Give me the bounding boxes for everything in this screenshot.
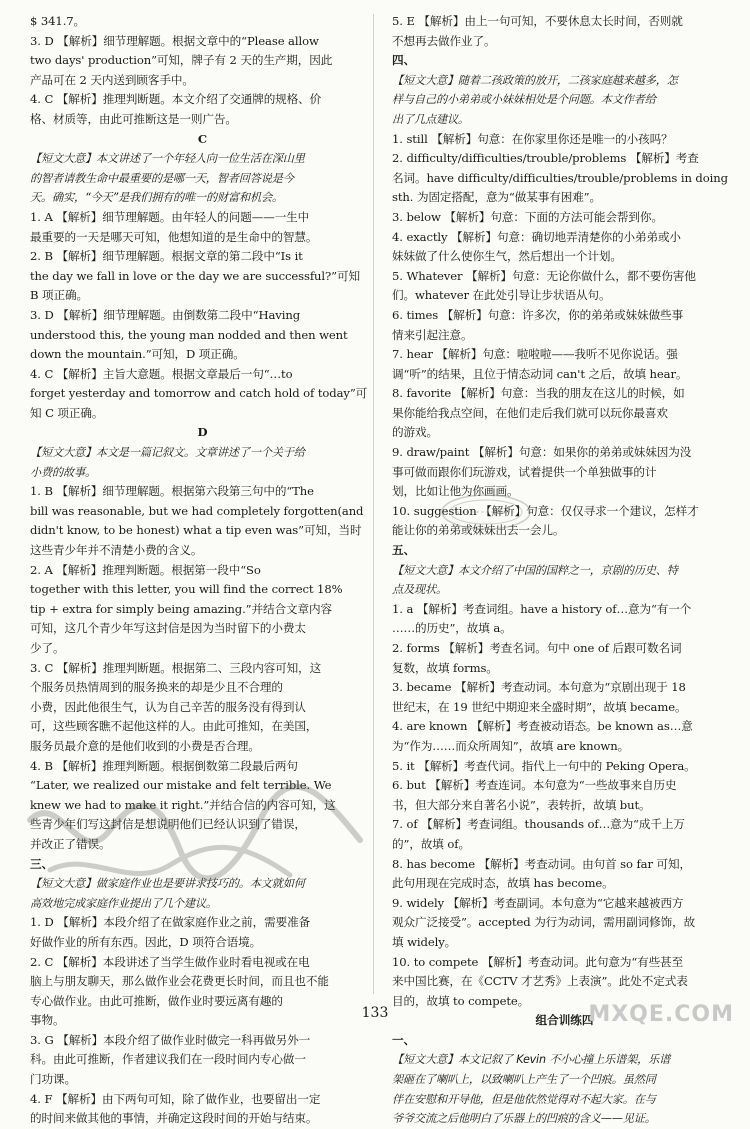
answer-line: 们。whatever 在此处引导让步状语从句。 bbox=[392, 288, 611, 303]
answer-line: 6. but 【解析】考查连词。本句意为“一些故事来自历史 bbox=[392, 778, 677, 793]
summary-line: 高效地完成家庭作业提出了几个建议。 bbox=[30, 896, 217, 910]
answer-line: 目的，故填 to compete。 bbox=[392, 993, 530, 1008]
answer-line: the day we fall in love or the day we are successful?”可知 bbox=[30, 268, 360, 283]
answer-line: B 项正确。 bbox=[30, 288, 88, 303]
answer-line: 这些青少年并不清楚小费的含义。 bbox=[30, 543, 203, 558]
answer-line: 可知，这几个青少年写这封信是因为当时留下的小费太 bbox=[30, 621, 306, 636]
answer-line: knew we had to make it right.”并结合信的内容可知，这 bbox=[30, 797, 336, 812]
answer-line: 2. difficulty/difficulties/trouble/problems 【解析】考查 bbox=[392, 151, 699, 166]
summary-line: 【短文大意】本文讲述了一个年轻人向一位生活在深山里 bbox=[30, 152, 305, 166]
answer-line: 5. E 【解析】由上一句可知，不要休息太长时间，否则就 bbox=[392, 14, 683, 28]
answer-line: understood this, the young man nodded and then went bbox=[30, 327, 348, 342]
summary-line: 【短文大意】本文记叙了 Kevin 不小心撞上乐谱架，乐谱 bbox=[392, 1053, 671, 1067]
answer-line: 为“作为……而众所周知”，故填 are known。 bbox=[392, 738, 630, 753]
answer-line: 1. B 【解析】细节理解题。根据第六段第三句中的“The bbox=[30, 484, 314, 499]
section-heading: 组合训练四 bbox=[535, 1013, 594, 1028]
answer-line: 2. C 【解析】本段讲述了当学生做作业时看电视或在电 bbox=[30, 954, 310, 969]
answer-line: 调“听”的结果，且位于情态动词 can't 之后，故填 hear。 bbox=[392, 366, 688, 381]
answer-line: forget yesterday and tomorrow and catch hold of today”可 bbox=[30, 386, 368, 401]
answer-line: 最重要的一天是哪天可知，他想知道的是生命中的智慧。 bbox=[30, 229, 318, 244]
answer-line: 10. suggestion 【解析】句意：仅仅寻求一个建议，怎样才 bbox=[392, 503, 699, 518]
answer-line: bill was reasonable, but we had completely forgotten(and bbox=[30, 503, 364, 518]
answer-line: 3. C 【解析】推理判断题。根据第二、三段内容可知，这 bbox=[30, 660, 322, 675]
answer-line: together with this letter, you will find the correct 18% bbox=[30, 582, 343, 597]
summary-line: 架砸在了喇叭上，以致喇叭上产生了一个凹痕。虽然同 bbox=[392, 1073, 656, 1087]
answer-line: 好做作业的所有东西。因此，D 项符合语境。 bbox=[30, 934, 262, 949]
answer-line: 并改正了错误。 bbox=[30, 836, 111, 851]
part-heading: 四、 bbox=[392, 53, 416, 68]
answer-line: 科。由此可推断，作者建议我们在一段时间内专心做一 bbox=[30, 1052, 306, 1067]
answer-line: 4. exactly 【解析】句意：确切地弄清楚你的小弟弟或小 bbox=[392, 229, 681, 244]
summary-line: 点及现状。 bbox=[392, 583, 447, 597]
answer-line: 8. favorite 【解析】句意：当我的朋友在这儿的时候，如 bbox=[392, 386, 685, 401]
watermark: MXQE.COM bbox=[588, 1002, 734, 1027]
answer-line: 格、材质等，由此可推断这是一则广告。 bbox=[30, 111, 237, 126]
answer-line: 观众广泛接受”。accepted 为行为动词，需用副词修饰，故 bbox=[392, 915, 696, 930]
answer-line: 1. D 【解析】本段介绍了在做家庭作业之前，需要准备 bbox=[30, 915, 311, 930]
answer-line: 事可做而跟你们玩游戏，试着提供一个单独做事的计 bbox=[392, 464, 657, 479]
summary-line: 天。确实，“今天”是我们拥有的唯一的财富和机会。 bbox=[30, 191, 283, 205]
answer-line: ……的历史”，故填 a。 bbox=[392, 621, 512, 636]
answer-line: 4. C 【解析】主旨大意题。根据文章最后一句“…to bbox=[30, 366, 293, 381]
summary-line: 【短文大意】本文介绍了中国的国粹之一，京剧的历史、特 bbox=[392, 563, 678, 577]
summary-line: 小费的故事。 bbox=[30, 465, 96, 479]
left-column bbox=[30, 12, 375, 1129]
answer-line: 4. B 【解析】推理判断题。根据倒数第二段最后两句 bbox=[30, 758, 298, 773]
part-heading: 五、 bbox=[392, 543, 416, 558]
stamp-seal bbox=[440, 492, 532, 532]
answer-line: 果你能给我点空间，在他们走后我们就可以玩你最喜欢 bbox=[392, 405, 668, 420]
answer-line: 知 C 项正确。 bbox=[30, 405, 104, 420]
answer-line: 来中国比赛，在《CCTV 才艺秀》上表演”。此处不定式表 bbox=[392, 974, 688, 989]
answer-line: 不想再去做作业了。 bbox=[392, 33, 496, 48]
answer-line: 9. widely 【解析】考查副词。本句意为“它越来越被西方 bbox=[392, 895, 684, 910]
answer-line: 6. times 【解析】句意：许多次，你的弟弟或妹妹做些事 bbox=[392, 307, 684, 322]
answer-line: “Later, we realized our mistake and felt terrible. We bbox=[30, 778, 332, 793]
answer-line: 划，比如让他为你画画。 bbox=[392, 484, 519, 499]
answer-line: 复数，故填 forms。 bbox=[392, 660, 498, 675]
answer-line: down the mountain.”可知，D 项正确。 bbox=[30, 347, 245, 362]
answer-line: tip + extra for simply being amazing.”并结合文章内容 bbox=[30, 601, 332, 616]
answer-line: 7. of 【解析】考查词组。thousands of…意为“成千上万 bbox=[392, 817, 685, 832]
answer-line: 4. C 【解析】推理判断题。本文介绍了交通牌的规格、价 bbox=[30, 92, 322, 107]
answer-line: 名词。have difficulty/difficulties/trouble/problems in doing bbox=[392, 170, 728, 185]
section-heading: C bbox=[197, 131, 208, 146]
answer-line: 能让你的弟弟或妹妹出去一会儿。 bbox=[392, 523, 565, 538]
answer-line: 产品可在 2 天内送到顾客手中。 bbox=[30, 72, 194, 87]
answer-line: 9. draw/paint 【解析】句意：如果你的弟弟或妹妹因为没 bbox=[392, 445, 692, 460]
answer-line: 1. a 【解析】考查词组。have a history of…意为“有一个 bbox=[392, 601, 692, 616]
answer-line: 4. F 【解析】由下两句可知，除了做作业，也要留出一定 bbox=[30, 1091, 321, 1106]
summary-line: 【短文大意】随着二孩政策的放开，二孩家庭越来越多，怎 bbox=[392, 73, 678, 87]
answer-line: 3. D 【解析】细节理解题。由倒数第二段中“Having bbox=[30, 307, 301, 322]
answer-line: 10. to compete 【解析】考查动词。此句意为“有些甚至 bbox=[392, 954, 684, 969]
answer-line: 个服务员热情周到的服务换来的却是少且不合理的 bbox=[30, 680, 283, 695]
summary-line: 伴在安慰和开导他，但是他依然觉得对不起大家。在与 bbox=[392, 1092, 656, 1106]
answer-line: 7. hear 【解析】句意：啦啦啦——我听不见你说话。强 bbox=[392, 347, 678, 362]
answer-line: 服务员最介意的是他们收到的小费是否合理。 bbox=[30, 738, 260, 753]
answer-line: 门功课。 bbox=[30, 1072, 76, 1087]
answer-line: two days' production”可知，牌子有 2 天的生产期，因此 bbox=[30, 53, 333, 68]
summary-line: 样与自己的小弟弟或小妹妹相处是个问题。本文作者给 bbox=[392, 93, 656, 107]
answer-line: 3. below 【解析】句意：下面的方法可能会帮到你。 bbox=[392, 209, 663, 224]
part-heading: 一、 bbox=[392, 1032, 416, 1047]
answer-line: 1. A 【解析】细节理解题。由年轻人的问题——一生中 bbox=[30, 209, 310, 224]
answer-line: 1. still 【解析】句意：在你家里你还是唯一的小孩吗？ bbox=[392, 131, 673, 146]
answer-line: 3. G 【解析】本段介绍了做作业时做完一科再做另外一 bbox=[30, 1032, 311, 1047]
page-number: 133 bbox=[361, 1005, 389, 1021]
answer-line: 妹妹做了什么使你生气，然后想出一个计划。 bbox=[392, 249, 622, 264]
answer-line: 的游戏。 bbox=[392, 425, 438, 440]
answer-line: 8. has become 【解析】考查动词。由句首 so far 可知， bbox=[392, 856, 691, 871]
section-heading: D bbox=[197, 425, 208, 440]
answer-line: 5. it 【解析】考查代词。指代上一句中的 Peking Opera。 bbox=[392, 758, 696, 773]
answer-line: 可，这些顾客瞧不起他这样的人。由此可推知，在美国， bbox=[30, 719, 318, 734]
summary-line: 出了几点建议。 bbox=[392, 112, 469, 126]
right-column bbox=[392, 12, 737, 1129]
answer-line: 些青少年们写这封信是想说明他们已经认识到了错误， bbox=[30, 817, 306, 832]
answer-line: 的”，故填 of。 bbox=[392, 836, 470, 851]
answer-line: 书，但大部分来自著名小说”，表转折，故填 but。 bbox=[392, 797, 651, 812]
answer-line: 3. D 【解析】细节理解题。根据文章中的“Please allow bbox=[30, 33, 319, 48]
answer-line: 3. became 【解析】考查动词。本句意为“京剧出现于 18 bbox=[392, 680, 686, 695]
answer-line: 2. B 【解析】细节理解题。根据文章的第二段中“Is it bbox=[30, 249, 303, 264]
answer-line: $ 341.7。 bbox=[30, 14, 86, 28]
answer-line: 脑上与朋友聊天，那么做作业会花费更长时间，而且也不能 bbox=[30, 974, 329, 989]
answer-line: 事物。 bbox=[30, 1013, 65, 1028]
summary-line: 【短文大意】本文是一篇记叙文。文章讲述了一个关于给 bbox=[30, 446, 305, 460]
answer-line: didn't know, to be honest) what a tip even was”可知，当时 bbox=[30, 523, 362, 538]
answer-line: 专心做作业。由此可推断，做作业时要远离有趣的 bbox=[30, 993, 283, 1008]
answer-line: sth. 为固定搭配，意为“做某事有困难”。 bbox=[392, 190, 602, 205]
summary-line: 爷爷交流之后他明白了乐器上的凹痕的含义——见证。 bbox=[392, 1112, 656, 1126]
answer-line: 小费，因此他很生气，认为自己辛苦的服务没有得到认 bbox=[30, 699, 306, 714]
answer-line: 的时间来做其他的事情，并确定这段时间的开始与结束。 bbox=[30, 1111, 318, 1126]
summary-line: 【短文大意】做家庭作业也是要讲求技巧的。本文就如何 bbox=[30, 877, 305, 891]
answer-line: 5. Whatever 【解析】句意：无论你做什么，都不要伤害他 bbox=[392, 268, 696, 283]
part-heading: 三、 bbox=[30, 856, 54, 871]
summary-line: 的智者请教生命中最重要的是哪一天，智者回答说是今 bbox=[30, 171, 294, 185]
answer-line: 2. forms 【解析】考查名词。句中 one of 后跟可数名词 bbox=[392, 641, 682, 655]
answer-line: 2. A 【解析】推理判断题。根据第一段中“So bbox=[30, 562, 261, 577]
answer-line: 此句用现在完成时态，故填 has become。 bbox=[392, 876, 614, 891]
answer-line: 情来引起注意。 bbox=[392, 327, 473, 342]
answer-line: 4. are known 【解析】考查被动语态。be known as…意 bbox=[392, 719, 693, 734]
answer-line: 少了。 bbox=[30, 641, 65, 655]
answer-line: 填 widely。 bbox=[392, 934, 457, 949]
handwriting-mark bbox=[20, 780, 380, 900]
answer-line: 世纪末，在 19 世纪中期迎来全盛时期”，故填 became。 bbox=[392, 699, 687, 714]
